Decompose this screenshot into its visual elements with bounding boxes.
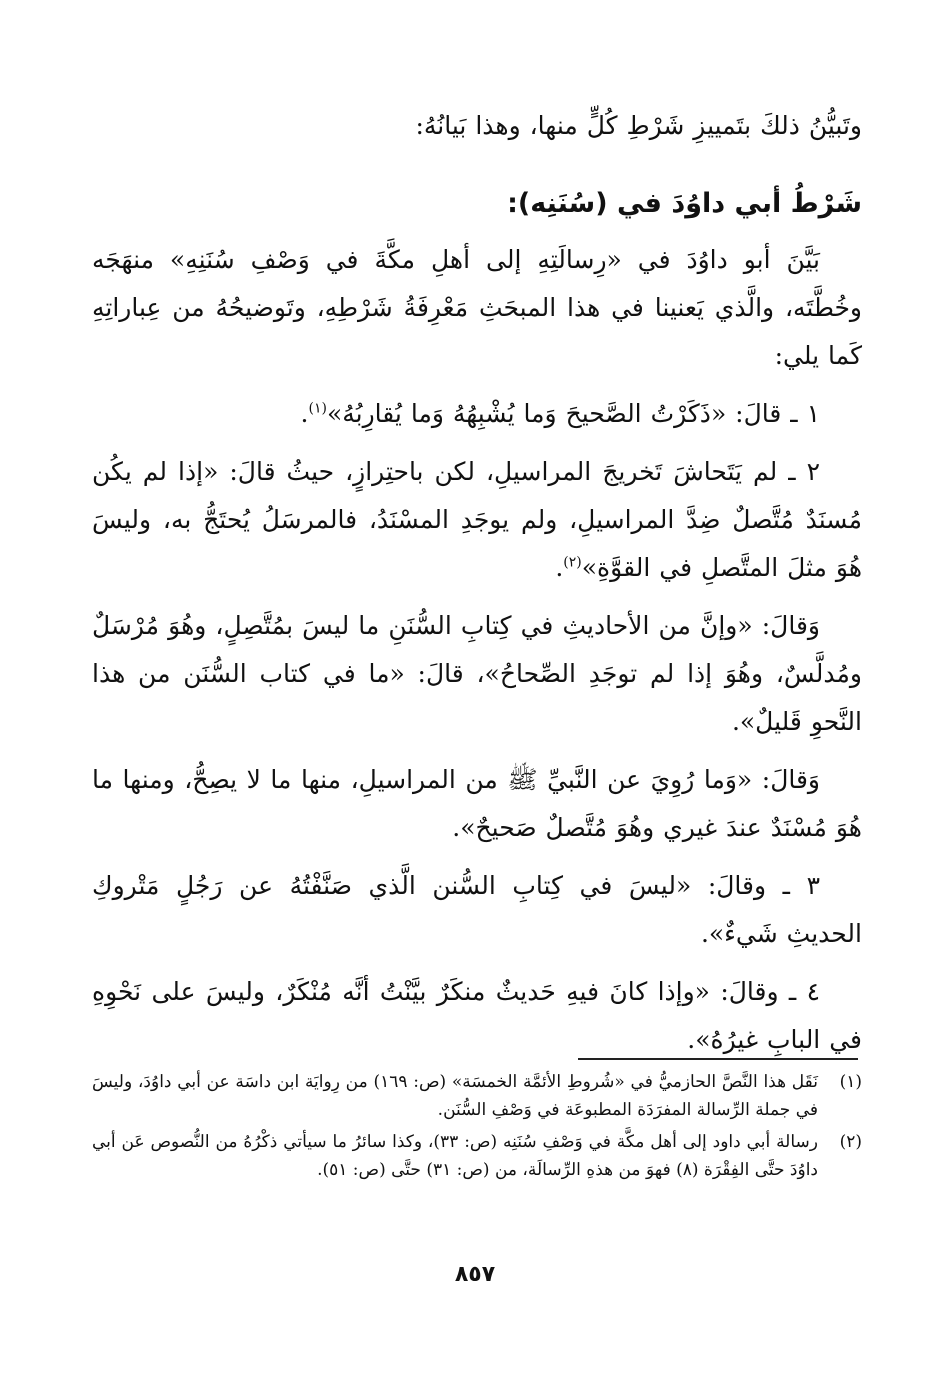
paragraph-item-1: ١ ـ قالَ: «ذَكَرْتُ الصَّحيحَ وَما يُشْبِهُهُ وَما يُقارِبُهُ»$^{(١)}$. (300, 399, 820, 428)
page-number: ٨٥٧ (454, 1262, 496, 1287)
paragraph-text: وَقالَ: «وإنَّ من الأحاديثِ في كِتابِ السُّنَنِ ما ليسَ بمُتَّصِلٍ، وهُوَ مُرْسَلٌ ومُدلَّسٌ، وهُوَ إذا لم توجَدِ الصِّحاحُ»، قالَ: «ما في كتاب السُّنَن من هذا النَّحوِ قَليلٌ». (92, 611, 862, 736)
footnote-number: (٢) (839, 1132, 862, 1152)
main-text (92, 102, 862, 1064)
footnote-text: نَقَل هذا النَّصَّ الحازميُّ في «شُروطِ الأئمَّة الخمسَة» (ص: ١٦٩) من رِوايَة ابن داسَة عن أبي داوُدَ، وليسَ في جملة الرِّسالة المفرَدَة المطبوعَة في وَصْفِ السُّنَن. (92, 1072, 819, 1120)
section-heading: شَرْطُ أبي داوُدَ في (سُنَنِه): (507, 188, 862, 219)
footnotes (92, 1068, 862, 1188)
footnote-2 (92, 1128, 862, 1184)
footnote-1 (92, 1068, 862, 1124)
paragraph-text: وَقالَ: «وَما رُوِيَ عن النَّبيِّ ﷺ من المراسيلِ، منها ما لا يصِحُّ، ومنها ما هُوَ مُسْنَدٌ عندَ غيري وهُوَ مُتَّصلٌ صَحيحٌ». (92, 765, 862, 842)
paragraph-text: ٣ ـ وقالَ: «ليسَ في كِتابِ السُّنن الَّذي صَنَّفْتُهُ عن رَجُلٍ مَتْروكِ الحديثِ شَيءٌ». (92, 871, 862, 948)
paragraph-text: ٤ ـ وقالَ: «وإذا كانَ فيهِ حَديثٌ منكَرٌ بيَّنْتُ أنَّه مُنْكَرٌ، وليسَ على نَحْوِهِ في البابِ غيرُهُ». (92, 977, 862, 1054)
paragraph-text: بَيَّنَ أبو داوُدَ في «رِسالَتِهِ إلى أهلِ مكَّةَ في وَصْفِ سُنَنِهِ» منهَجَه وخُطَّتَه، والَّذي يَعنينا في هذا المبحَثِ مَعْرِفَةُ شَرْطِهِ، وتَوضيحُهُ من عِباراتِهِ كَما يلي: (92, 245, 862, 370)
paragraph-item-3 (92, 862, 862, 958)
footnote-divider (578, 1058, 858, 1060)
footnote-ref-2[interactable]: (٢) (563, 554, 582, 571)
paragraph-text: ١ ـ قالَ: «ذَكَرْتُ الصَّحيحَ وَما يُشْبِهُهُ وَما يُقارِبُهُ» (326, 399, 820, 428)
paragraph-quote-2 (92, 756, 862, 852)
footnote-number: (١) (839, 1072, 862, 1092)
intro-line: وتَبيُّنُ ذلكَ بتَمييزِ شَرْطِ كُلٍّ منها، وهذا بَيانُهُ: (415, 111, 862, 140)
paragraph-item-4 (92, 968, 862, 1064)
paragraph-intro (92, 236, 862, 380)
footnote-text: رسالة أبي داود إلى أهل مكَّة في وَصْفِ سُنَنِه (ص: ٣٣)، وكذا سائرُ ما سيأتي ذكْرُهُ من النُّصوص عَن أبي داوُدَ حتَّى الفِقْرَة (٨) فهوَ من هذهِ الرِّسالَة، من (ص: ٣١) حتَّى (ص: ٥١). (92, 1132, 818, 1180)
paragraph-text: ٢ ـ لم يَتَحاشَ تَخريجَ المراسيلِ، لكن باحتِرازٍ، حيثُ قالَ: «إذا لم يكُن مُسنَدٌ مُتَّصلٌ ضِدَّ المراسيلِ، ولم يوجَدِ المسْنَدُ، فالمرسَلُ يُحتَجُّ به، وليسَ هُوَ مثلَ المتَّصلِ في القوَّةِ» (92, 457, 862, 582)
footnote-ref-1[interactable]: (١) (308, 400, 327, 417)
paragraph-quote-1 (92, 602, 862, 746)
paragraph-item-2: ٢ ـ لم يَتَحاشَ تَخريجَ المراسيلِ، لكن باحتِرازٍ، حيثُ قالَ: «إذا لم يكُن مُسنَدٌ مُتَّصلٌ ضِدَّ المراسيلِ، ولم يوجَدِ المسْنَدُ، فالمرسَلُ يُحتَجُّ به، وليسَ هُوَ مثلَ المتَّصلِ في القوَّةِ»$^{(٢)}$. (92, 457, 862, 582)
